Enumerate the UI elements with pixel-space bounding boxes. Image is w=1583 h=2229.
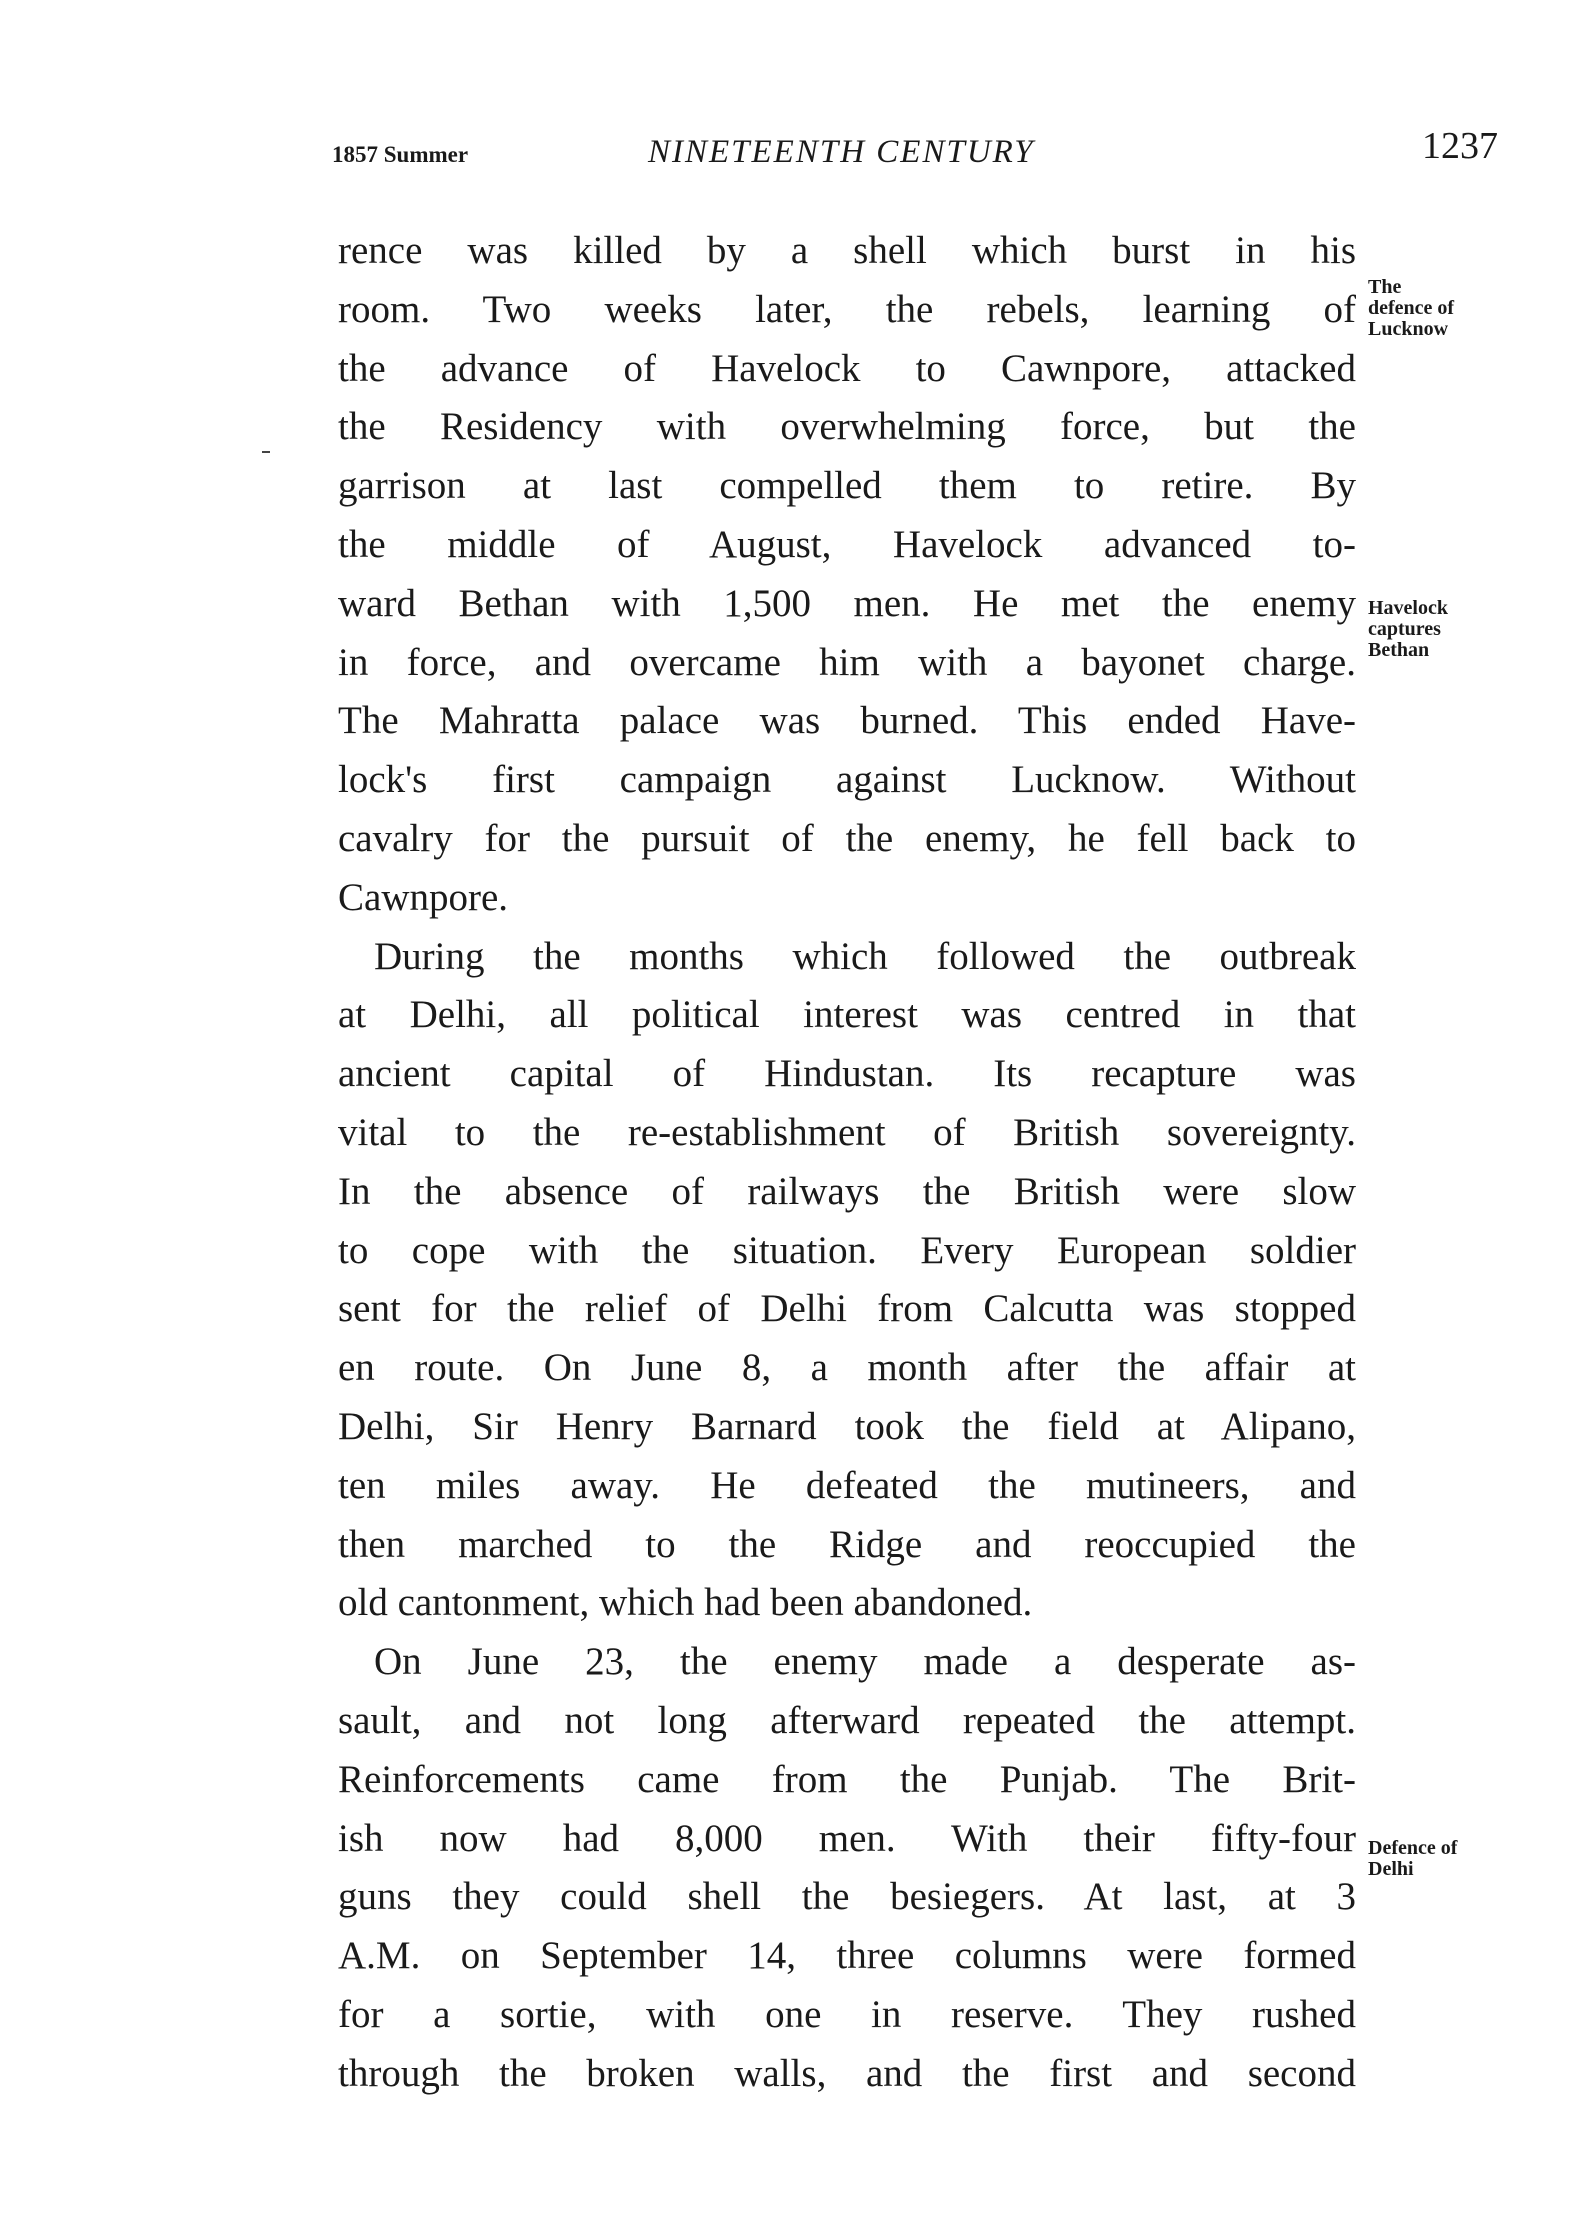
- text-line: A.M. on September 14, three columns were formed: [338, 1934, 1356, 1978]
- margin-note-line: captures: [1368, 618, 1441, 640]
- text-line: garrison at last compelled them to retire. By: [338, 464, 1356, 508]
- text-line: sent for the relief of Delhi from Calcutta was stopped: [338, 1287, 1356, 1331]
- text-line: lock's first campaign against Lucknow. Without: [338, 758, 1356, 802]
- text-line: the Residency with overwhelming force, but the: [338, 405, 1356, 449]
- page-number: 1237: [1422, 125, 1498, 167]
- text-line: Reinforcements came from the Punjab. The Brit-: [338, 1757, 1356, 1801]
- margin-note-line: Defence of: [1368, 1837, 1458, 1859]
- text-line: ten miles away. He defeated the mutineers, and: [338, 1463, 1356, 1507]
- margin-note-defence-of-lucknow: [1368, 277, 1454, 340]
- text-line: in force, and overcame him with a bayonet charge.: [338, 640, 1356, 684]
- text-line: rence was killed by a shell which burst in his: [338, 229, 1356, 272]
- margin-note-line: The: [1368, 276, 1402, 298]
- text-line: Cawnpore.: [338, 875, 509, 919]
- text-line: vital to the re-establishment of British sovereignty.: [338, 1110, 1356, 1154]
- running-head-left: 1857 Summer: [332, 142, 469, 167]
- text-line: ancient capital of Hindustan. Its recapture was: [338, 1052, 1356, 1096]
- text-line: at Delhi, all political interest was centred in that: [338, 993, 1356, 1037]
- text-line: ish now had 8,000 men. With their fifty-four: [338, 1816, 1356, 1860]
- text-line: guns they could shell the besiegers. At last, at 3: [338, 1875, 1356, 1919]
- text-line: en route. On June 8, a month after the affair at: [338, 1346, 1356, 1390]
- text-line: room. Two weeks later, the rebels, learning of: [338, 287, 1356, 331]
- margin-note-line: Lucknow: [1368, 318, 1449, 340]
- margin-note-line: Delhi: [1368, 1858, 1414, 1880]
- running-title: NINETEENTH CENTURY: [648, 134, 1035, 170]
- text-line: the middle of August, Havelock advanced to-: [338, 522, 1356, 566]
- text-line: sault, and not long afterward repeated the attempt.: [338, 1698, 1356, 1742]
- text-line: On June 23, the enemy made a desperate as-: [374, 1640, 1356, 1684]
- text-line: then marched to the Ridge and reoccupied the: [338, 1522, 1356, 1566]
- text-line: cavalry for the pursuit of the enemy, he fell back to: [338, 816, 1356, 860]
- margin-note-line: Havelock: [1368, 597, 1448, 619]
- text-line: In the absence of railways the British were slow: [338, 1169, 1356, 1213]
- text-line: old cantonment, which had been abandoned.: [338, 1581, 1033, 1625]
- text-line: for a sortie, with one in reserve. They rushed: [338, 1992, 1356, 2036]
- margin-note-defence-of-delhi: [1368, 1838, 1457, 1880]
- margin-note-line: defence of: [1368, 297, 1455, 319]
- margin-note-havelock-captures-bethan: [1368, 598, 1448, 661]
- text-line: The Mahratta palace was burned. This ended Have-: [338, 699, 1356, 743]
- text-line: to cope with the situation. Every European soldier: [338, 1228, 1356, 1272]
- text-line: During the months which followed the outbreak: [374, 934, 1356, 978]
- margin-note-line: Bethan: [1368, 639, 1430, 661]
- text-line: the advance of Havelock to Cawnpore, attacked: [338, 346, 1356, 390]
- body-text: [338, 222, 1356, 2104]
- text-line: through the broken walls, and the first and second: [338, 2051, 1356, 2095]
- text-line: ward Bethan with 1,500 men. He met the enemy: [338, 581, 1356, 625]
- stray-print-mark: [262, 451, 270, 453]
- text-line: Delhi, Sir Henry Barnard took the field at Alipano,: [338, 1404, 1356, 1448]
